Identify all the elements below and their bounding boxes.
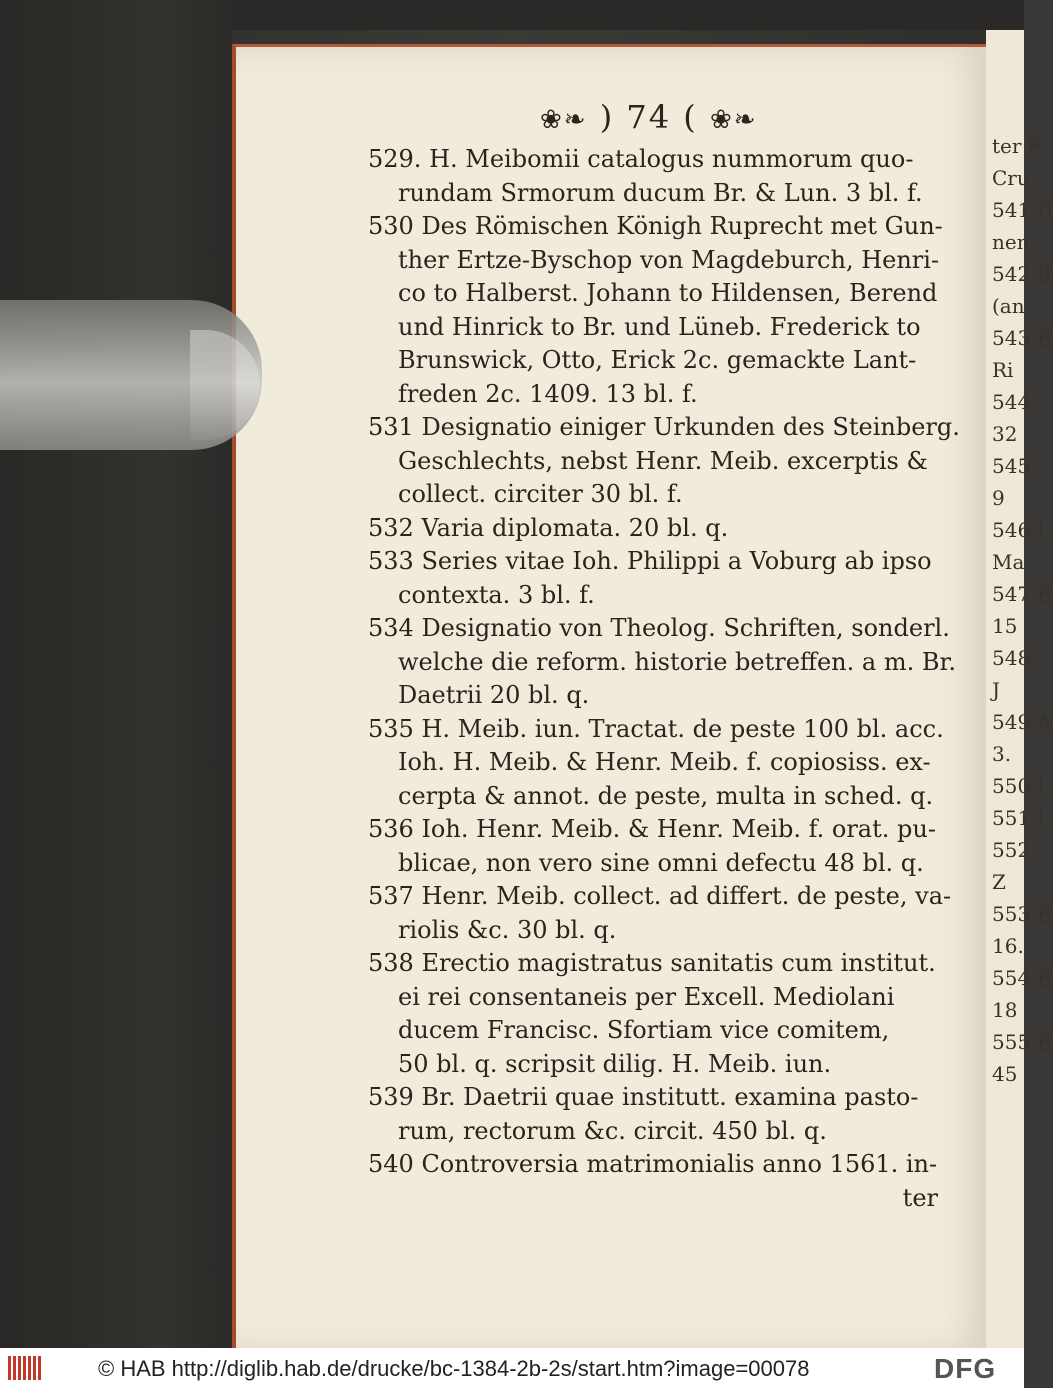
next-page-margin-text xyxy=(992,130,1053,1090)
next-page-fragment: 16. xyxy=(992,934,1024,958)
entry-first-line: 533 Series vitae Ioh. Philippi a Voburg ab ipso xyxy=(368,547,932,575)
next-page-fragment: 18 xyxy=(992,998,1018,1022)
next-page-fragment: 45 xyxy=(992,1062,1018,1086)
header-left-ornament: ❀❧ xyxy=(540,105,588,135)
entry-first-line: 536 Ioh. Henr. Meib. & Henr. Meib. f. orat. pu- xyxy=(368,815,936,843)
next-page-fragment: Cru xyxy=(992,166,1030,190)
next-page-fragment: 549 A xyxy=(992,710,1051,734)
next-page-fragment: 32 xyxy=(992,422,1018,446)
page-number: ) 74 ( xyxy=(599,98,698,136)
catalog-entry xyxy=(368,1081,938,1148)
catalog-entries xyxy=(368,143,960,1215)
entry-continuation-line: blicae, non vero sine omni defectu 48 bl. q. xyxy=(398,848,924,877)
left-background xyxy=(0,0,232,1348)
entry-continuation-line: contexta. 3 bl. f. xyxy=(398,580,595,609)
catalog-entry xyxy=(368,947,938,1081)
next-page-fragment: 554 E xyxy=(992,966,1052,990)
next-page-fragment: 15 xyxy=(992,614,1018,638)
entry-continuation-line: Daetrii 20 bl. q. xyxy=(398,681,590,709)
catalog-entry xyxy=(368,512,938,546)
entry-first-line: 531 Designatio einiger Urkunden des Steinberg. xyxy=(368,413,960,441)
entry-first-line: 530 Des Römischen Königh Ruprecht met Gun- xyxy=(368,212,943,240)
next-page-fragment: 555 E xyxy=(992,1030,1052,1054)
entry-continuation-line: freden 2c. 1409. 13 bl. f. xyxy=(398,379,698,408)
catalog-entry xyxy=(368,545,938,612)
catalog-entry xyxy=(368,411,960,512)
next-page-fragment: 543 E xyxy=(992,326,1052,350)
next-page-fragment: Z xyxy=(992,870,1006,894)
entry-continuation-line: co to Halberst. Johann to Hildensen, Berend xyxy=(398,279,938,307)
entry-continuation-line: und Hinrick to Br. und Lüneb. Frederick to xyxy=(398,312,921,341)
next-page-fragment: 544 xyxy=(992,390,1031,414)
entry-continuation-line: Brunswick, Otto, Erick 2c. gemackte Lant- xyxy=(398,346,917,374)
catalog-entry xyxy=(368,880,952,947)
next-page-fragment: 548 xyxy=(992,646,1031,670)
catalog-entry xyxy=(368,612,956,713)
entry-continuation-line: rum, rectorum &c. circit. 450 bl. q. xyxy=(398,1116,827,1145)
entry-continuation-line: Geschlechts, nebst Henr. Meib. excerptis & xyxy=(398,446,928,475)
next-page-fragment: ter F xyxy=(992,134,1042,158)
next-page-fragment: (an xyxy=(992,294,1025,318)
next-page-fragment: Ri xyxy=(992,358,1014,382)
next-page-fragment: 552 xyxy=(992,838,1031,862)
entry-continuation-line: welche die reform. historie betreffen. a m. Br. xyxy=(398,647,956,676)
entry-continuation-line: Ioh. H. Meib. & Henr. Meib. f. copiosiss. ex- xyxy=(398,748,931,776)
next-page-fragment: 541 D xyxy=(992,198,1053,222)
entry-first-line: 539 Br. Daetrii quae institutt. examina pasto- xyxy=(368,1083,919,1111)
entry-continuation-line: ei rei consentaneis per Excell. Mediolani xyxy=(398,982,895,1011)
catalog-entry xyxy=(368,1148,938,1182)
entry-first-line: 535 H. Meib. iun. Tractat. de peste 100 bl. acc. xyxy=(368,714,944,743)
next-page-fragment: 546 I xyxy=(992,518,1045,542)
catalog-entry xyxy=(368,713,944,814)
next-page-fragment: J xyxy=(992,678,1001,702)
entry-continuation-line: ther Ertze-Byschop von Magdeburch, Henri- xyxy=(398,245,940,274)
entry-continuation-line: rundam Srmorum ducum Br. & Lun. 3 bl. f. xyxy=(398,178,923,207)
footer-credit[interactable]: © HAB http://diglib.hab.de/drucke/bc-1384-2b-2s/start.htm?image=00078 xyxy=(98,1356,810,1381)
entry-continuation-line: cerpta & annot. de peste, multa in sched. q. xyxy=(398,781,934,810)
catalog-entry xyxy=(368,813,938,880)
entry-first-line: 534 Designatio von Theolog. Schriften, sonderl. xyxy=(368,614,950,642)
catchword: ter xyxy=(902,1183,938,1212)
next-page-fragment: Ma xyxy=(992,550,1025,574)
dfg-logo: DFG xyxy=(934,1353,997,1384)
entry-first-line: 538 Erectio magistratus sanitatis cum institut. xyxy=(368,949,936,977)
entry-continuation-line: collect. circiter 30 bl. f. xyxy=(398,480,683,508)
header-right-ornament: ❀❧ xyxy=(709,105,758,135)
hab-logo-icon xyxy=(8,1356,48,1380)
next-page-fragment: 551 I xyxy=(992,806,1045,830)
entry-first-line: 540 Controversia matrimonialis anno 1561. in- xyxy=(368,1150,938,1178)
next-page-fragment: 550 I xyxy=(992,774,1045,798)
entry-first-line: 532 Varia diplomata. 20 bl. q. xyxy=(368,513,729,542)
entry-continuation-line: riolis &c. 30 bl. q. xyxy=(398,915,617,944)
next-page-fragment: 553 E xyxy=(992,902,1052,926)
next-page-fragment: 545 xyxy=(992,454,1031,478)
entry-first-line: 537 Henr. Meib. collect. ad differt. de peste, va- xyxy=(368,882,952,910)
catalog-entry xyxy=(368,210,943,411)
page-header xyxy=(540,98,758,136)
next-page-fragment: 3. xyxy=(992,742,1012,766)
next-page-fragment: 547 E xyxy=(992,582,1052,606)
entry-continuation-line: ducem Francisc. Sfortiam vice comitem, xyxy=(398,1016,890,1044)
entry-continuation-line: 50 bl. q. scripsit dilig. H. Meib. iun. xyxy=(398,1049,832,1078)
catalog-entry xyxy=(368,143,938,210)
next-page-fragment: 9 xyxy=(992,486,1005,510)
next-page-fragment: 542 B xyxy=(992,262,1052,286)
viewer-footer xyxy=(0,1348,1024,1388)
entry-first-line: 529. H. Meibomii catalogus nummorum quo- xyxy=(368,145,914,173)
next-page-fragment: nen xyxy=(992,230,1030,254)
